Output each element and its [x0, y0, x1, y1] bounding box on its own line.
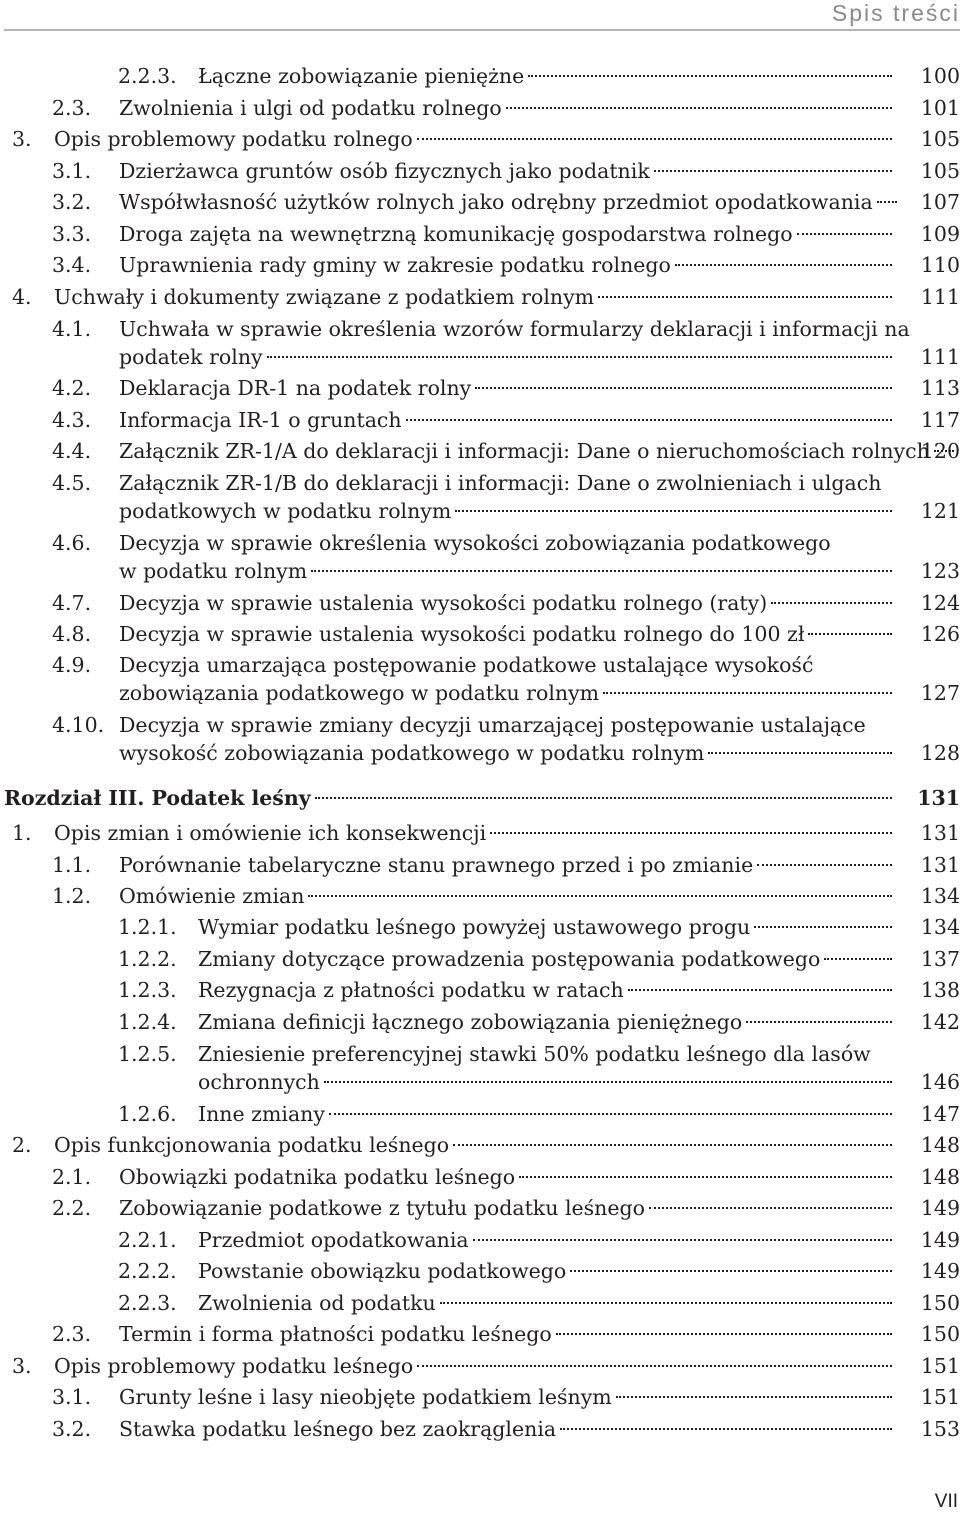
dot-leader: [654, 170, 892, 172]
toc-page-number: 153: [920, 1417, 960, 1441]
toc-page-number: 131: [917, 786, 960, 810]
running-header: Spis treści: [831, 0, 960, 26]
toc-page-number: 105: [920, 159, 960, 183]
dot-leader: [417, 1365, 892, 1367]
toc-entry-title: Deklaracja DR-1 na podatek rolny: [119, 376, 472, 400]
toc-page-number: 111: [920, 285, 960, 309]
toc-entry-title: Inne zmiany: [198, 1102, 325, 1126]
toc-page-number: 126: [920, 622, 960, 646]
toc-entry-number: 3.: [12, 127, 32, 151]
toc-entry-title: Decyzja w sprawie zmiany decyzji umarzającej postępowanie ustalające: [119, 713, 866, 737]
toc-page-number: 146: [920, 1070, 960, 1094]
toc-entry-title: Załącznik ZR-1/A do deklaracji i informacji: Dane o nieruchomościach rolnych: [119, 439, 930, 463]
dot-leader: [570, 1270, 892, 1272]
toc-page-number: 150: [920, 1322, 960, 1346]
toc-page-number: 151: [920, 1385, 960, 1409]
dot-leader: [808, 633, 892, 635]
toc-entry-number: 2.2.1.: [118, 1228, 177, 1252]
dot-leader: [708, 752, 892, 754]
toc-page-number: 138: [920, 978, 960, 1002]
toc-entry-number: 3.1.: [52, 159, 92, 183]
toc-page-number: 113: [920, 376, 960, 400]
toc-page-number: 149: [920, 1259, 960, 1283]
toc-entry-title: Opis zmian i omówienie ich konsekwencji: [54, 821, 487, 845]
toc-page-number: 134: [920, 915, 960, 939]
toc-entry-number: 4.3.: [52, 408, 92, 432]
toc-entry-number: 4.1.: [52, 317, 92, 341]
toc-page-number: 127: [920, 681, 960, 705]
toc-page-number: 107: [920, 190, 960, 214]
dot-leader: [824, 958, 892, 960]
toc-entry-number: 2.1.: [52, 1165, 92, 1189]
toc-entry-number: 2.: [12, 1133, 32, 1157]
toc-entry-title: Zwolnienia i ulgi od podatku rolnego: [119, 96, 502, 120]
toc-entry-number: 2.2.2.: [118, 1259, 177, 1283]
toc-entry-title: Omówienie zmian: [119, 884, 305, 908]
toc-entry-title: Stawka podatku leśnego bez zaokrąglenia: [119, 1417, 557, 1441]
toc-entry-title: Zobowiązanie podatkowe z tytułu podatku leśnego: [119, 1196, 645, 1220]
toc-entry-number: 1.2.4.: [118, 1010, 177, 1034]
toc-page-number: 128: [920, 741, 960, 765]
dot-leader: [598, 296, 892, 298]
dot-leader: [417, 138, 892, 140]
dot-leader: [528, 75, 892, 77]
toc-entry-title: Łączne zobowiązanie pieniężne: [198, 64, 525, 88]
dot-leader: [628, 989, 892, 991]
toc-entry-number: 4.8.: [52, 622, 92, 646]
dot-leader: [324, 1081, 892, 1083]
toc-entry-number: 1.2.6.: [118, 1102, 177, 1126]
dot-leader: [757, 864, 892, 866]
dot-leader: [746, 1021, 892, 1023]
toc-entry-number: 2.3.: [52, 1322, 92, 1346]
dot-leader: [440, 1302, 892, 1304]
dot-leader: [311, 570, 892, 572]
toc-entry-title: Opis funkcjonowania podatku leśnego: [54, 1133, 450, 1157]
dot-leader: [455, 510, 892, 512]
dot-leader: [603, 692, 892, 694]
toc-page-number: 131: [920, 853, 960, 877]
toc-page-number: 101: [920, 96, 960, 120]
toc-entry-title: zobowiązania podatkowego w podatku rolnym: [119, 681, 600, 705]
toc-entry-number: 4.5.: [52, 471, 92, 495]
toc-page-number: 151: [920, 1354, 960, 1378]
toc-entry-number: 2.2.3.: [118, 1291, 177, 1315]
toc-entry-number: 4.2.: [52, 376, 92, 400]
toc-entry-title: wysokość zobowiązania podatkowego w podatku rolnym: [119, 741, 705, 765]
toc-entry-title: Porównanie tabelaryczne stanu prawnego przed i po zmianie: [119, 853, 754, 877]
dot-leader: [519, 1176, 892, 1178]
toc-entry-number: 1.2.2.: [118, 947, 177, 971]
toc-page-number: 121: [920, 499, 960, 523]
toc-entry-number: 2.2.: [52, 1196, 92, 1220]
dot-leader: [453, 1144, 892, 1146]
toc-entry-number: 1.2.5.: [118, 1042, 177, 1066]
toc-entry-number: 3.3.: [52, 222, 92, 246]
toc-entry-number: 3.2.: [52, 190, 92, 214]
toc-entry-title: Informacja IR-1 o gruntach: [119, 408, 402, 432]
toc-entry-title: Zmiana definicji łącznego zobowiązania pieniężnego: [198, 1010, 743, 1034]
toc-page-number: 120: [920, 439, 960, 463]
dot-leader: [560, 1428, 892, 1430]
dot-leader: [490, 832, 892, 834]
toc-entry-number: 4.9.: [52, 653, 92, 677]
toc-entry-title: Dzierżawca gruntów osób fizycznych jako podatnik: [119, 159, 650, 183]
dot-leader: [473, 1239, 892, 1241]
toc-page-number: 110: [920, 253, 960, 277]
toc-entry-title: Opis problemowy podatku rolnego: [54, 127, 413, 151]
toc-entry-title: Zwolnienia od podatku: [198, 1291, 436, 1315]
toc-entry-number: 2.3.: [52, 96, 92, 120]
toc-entry-title: Załącznik ZR-1/B do deklaracji i informacji: Dane o zwolnieniach i ulgach: [119, 471, 882, 495]
toc-entry-title: Przedmiot opodatkowania: [198, 1228, 469, 1252]
toc-entry-number: 4.10.: [52, 713, 105, 737]
toc-page-number: 148: [920, 1165, 960, 1189]
toc-entry-title: Wymiar podatku leśnego powyżej ustawowego progu: [198, 915, 751, 939]
toc-entry-number: 4.7.: [52, 591, 92, 615]
toc-page-number: 134: [920, 884, 960, 908]
dot-leader: [771, 602, 892, 604]
toc-page-number: 149: [920, 1196, 960, 1220]
toc-entry-title: Współwłasność użytków rolnych jako odrębny przedmiot opodatkowania: [119, 190, 873, 214]
toc-page-number: 137: [920, 947, 960, 971]
toc-entry-title: Droga zajęta na wewnętrzną komunikację gospodarstwa rolnego: [119, 222, 793, 246]
toc-entry-title: Obowiązki podatnika podatku leśnego: [119, 1165, 516, 1189]
toc-entry-number: 1.2.3.: [118, 978, 177, 1002]
dot-leader: [797, 233, 892, 235]
toc-page-number: 124: [920, 591, 960, 615]
toc-entry-title: Uchwała w sprawie określenia wzorów formularzy deklaracji i informacji na: [119, 317, 910, 341]
toc-entry-number: 1.2.1.: [118, 915, 177, 939]
toc-entry-title: ochronnych: [198, 1070, 320, 1094]
toc-entry-title: Decyzja w sprawie określenia wysokości zobowiązania podatkowego: [119, 531, 831, 555]
toc-page-number: 142: [920, 1010, 960, 1034]
toc-entry-title: Grunty leśne i lasy nieobjęte podatkiem leśnym: [119, 1385, 612, 1409]
toc-entry-number: 3.: [12, 1354, 32, 1378]
dot-leader: [754, 926, 892, 928]
dot-leader: [877, 201, 897, 203]
toc-entry-title: Termin i forma płatności podatku leśnego: [119, 1322, 552, 1346]
dot-leader: [406, 419, 892, 421]
toc-entry-title: Zmiany dotyczące prowadzenia postępowania podatkowego: [198, 947, 821, 971]
dot-leader: [675, 264, 892, 266]
toc-page-number: 149: [920, 1228, 960, 1252]
header-divider: [4, 29, 960, 31]
dot-leader: [329, 1113, 892, 1115]
toc-entry-number: 4.: [12, 285, 32, 309]
toc-entry-number: 4.6.: [52, 531, 92, 555]
toc-entry-title: Decyzja w sprawie ustalenia wysokości podatku rolnego do 100 zł: [119, 622, 805, 646]
dot-leader: [556, 1333, 892, 1335]
toc-entry-title: Decyzja umarzająca postępowanie podatkowe ustalające wysokość: [119, 653, 814, 677]
toc-page-number: 105: [920, 127, 960, 151]
toc-page-number: 111: [920, 345, 960, 369]
toc-entry-number: 2.2.3.: [118, 64, 177, 88]
toc-page-number: 150: [920, 1291, 960, 1315]
toc-entry-number: 3.4.: [52, 253, 92, 277]
toc-entry-number: 3.1.: [52, 1385, 92, 1409]
toc-entry-title: Zniesienie preferencyjnej stawki 50% podatku leśnego dla lasów: [198, 1042, 871, 1066]
toc-entry-title: Opis problemowy podatku leśnego: [54, 1354, 414, 1378]
toc-entry-title: Uchwały i dokumenty związane z podatkiem rolnym: [54, 285, 595, 309]
toc-entry-title: Rezygnacja z płatności podatku w ratach: [198, 978, 624, 1002]
toc-page-number: 100: [920, 64, 960, 88]
dot-leader: [649, 1207, 892, 1209]
toc-page-number: 131: [920, 821, 960, 845]
toc-entry-number: 3.2.: [52, 1417, 92, 1441]
toc-page-number: 123: [920, 559, 960, 583]
toc-entry-title: Uprawnienia rady gminy w zakresie podatku rolnego: [119, 253, 671, 277]
dot-leader: [308, 895, 892, 897]
dot-leader: [267, 356, 892, 358]
dot-leader: [506, 107, 892, 109]
toc-entry-title: w podatku rolnym: [119, 559, 308, 583]
toc-page-number: 147: [920, 1102, 960, 1126]
toc-entry-title: Powstanie obowiązku podatkowego: [198, 1259, 567, 1283]
dot-leader: [616, 1396, 892, 1398]
toc-entry-number: 1.: [12, 821, 32, 845]
dot-leader: [315, 797, 892, 799]
toc-entry-title: podatek rolny: [119, 345, 263, 369]
toc-entry-title: Rozdział III. Podatek leśny: [4, 786, 311, 810]
toc-entry-title: Decyzja w sprawie ustalenia wysokości podatku rolnego (raty): [119, 591, 768, 615]
toc-page-number: 109: [920, 222, 960, 246]
dot-leader: [475, 387, 892, 389]
toc-page-number: 117: [920, 408, 960, 432]
page-number: VII: [934, 1491, 958, 1512]
toc-entry-number: 1.1.: [52, 853, 92, 877]
toc-entry-number: 1.2.: [52, 884, 92, 908]
toc-page-number: 148: [920, 1133, 960, 1157]
toc-entry-title: podatkowych w podatku rolnym: [119, 499, 452, 523]
toc-entry-number: 4.4.: [52, 439, 92, 463]
